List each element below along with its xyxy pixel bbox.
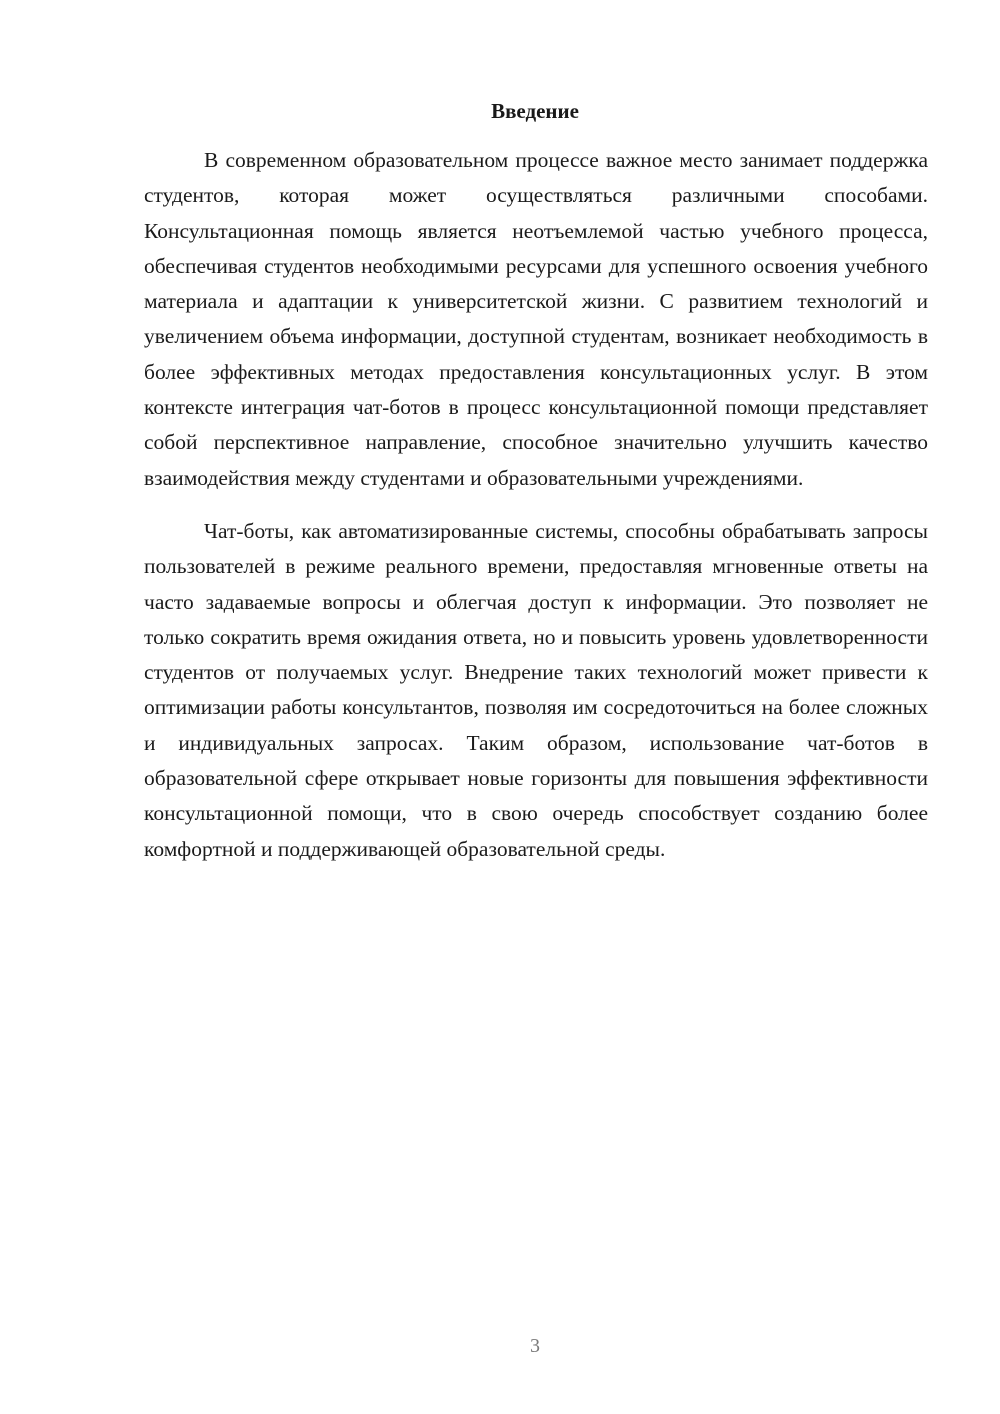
paragraph-2: Чат-боты, как автоматизированные системы, способны обрабатывать запросы пользователей в режиме реального времени, предоставляя мгновенные ответы на часто задаваемые вопросы и облегчая доступ к информации. Это позволяет не только сократить время ожидания ответа, но и повысить уровень удовлетворенности студентов от получаемых услуг. Внедрение таких технологий может привести к оптимизации работы консультантов, позволяя им сосредоточиться на более сложных и индивидуальных запросах. Таким образом, использование чат-ботов в образовательной сфере открывает новые горизонты для повышения эффективности консультационной помощи, что в свою очередь способствует созданию более комфортной и поддерживающей образовательной среды. xyxy=(144,518,928,861)
paragraph-1: В современном образовательном процессе важное место занимает поддержка студентов, которая может осуществляться различными способами. Консультационная помощь является неотъемлемой частью учебного процесса, обеспечивая студентов необходимыми ресурсами для успешного освоения учебного материала и адаптации к университетской жизни. С развитием технологий и увеличением объема информации, доступной студентам, возникает необходимость в более эффективных методах предоставления консультационных услуг. В этом контексте интеграция чат-ботов в процесс консультационной помощи представляет собой перспективное направление, способное значительно улучшить качество взаимодействия между студентами и образовательными учреждениями. xyxy=(144,148,928,490)
section-title: Введение xyxy=(491,99,579,123)
document-body xyxy=(144,143,928,867)
page-number: 3 xyxy=(530,1335,540,1357)
